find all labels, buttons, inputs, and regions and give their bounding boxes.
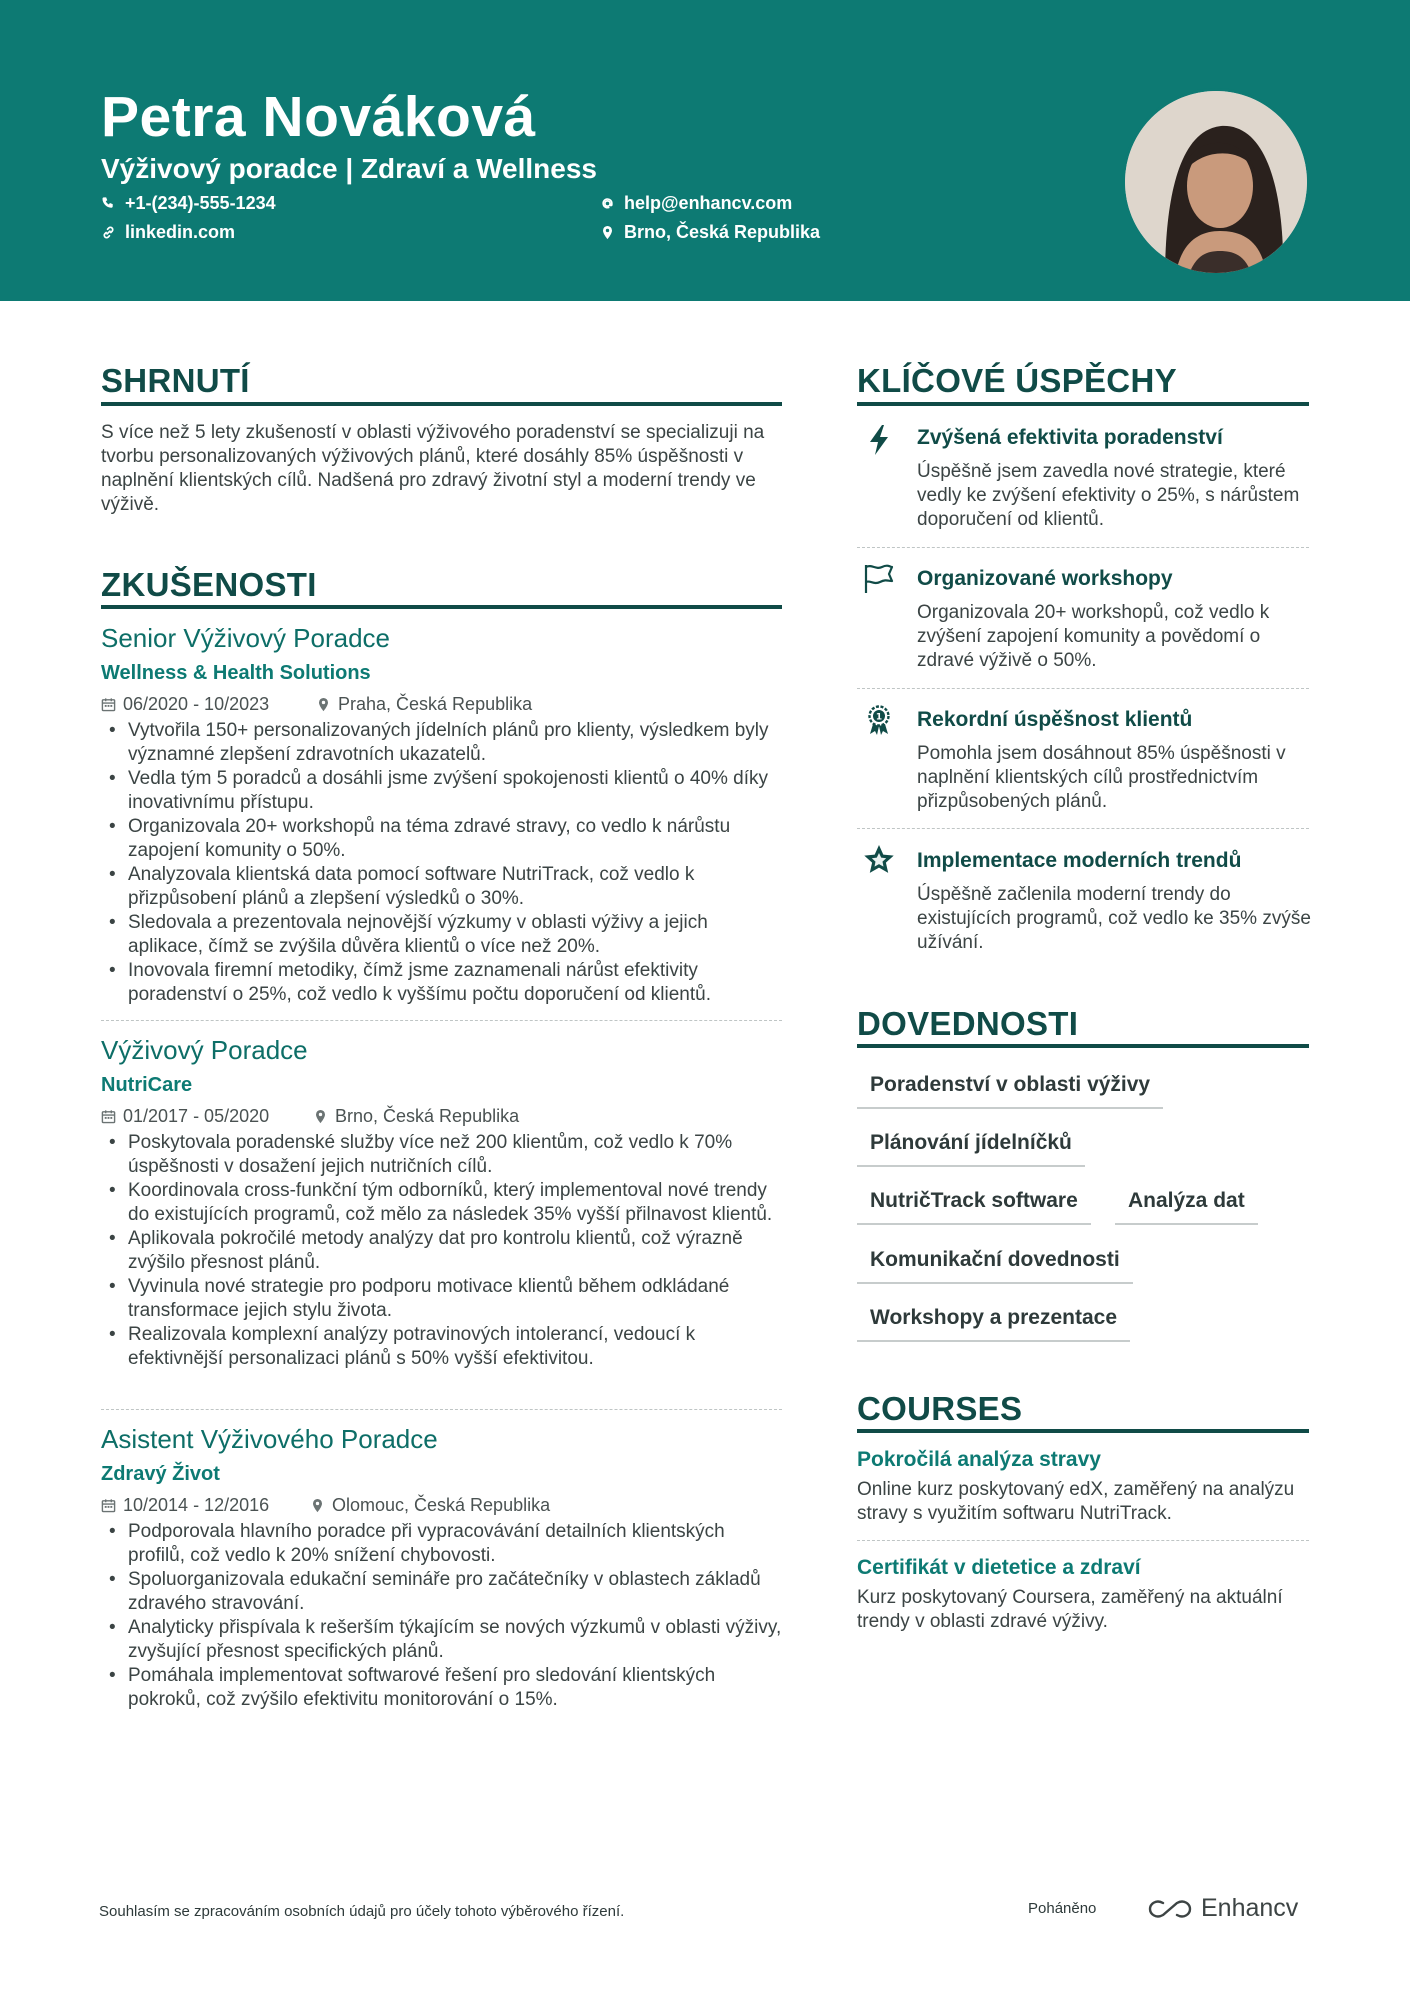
achievements-heading: KLÍČOVÉ ÚSPĚCHY: [857, 362, 1177, 399]
job-dates-text: 01/2017 - 05/2020: [123, 1106, 270, 1126]
calendar-icon: [101, 1109, 116, 1124]
linkedin-text: linkedin.com: [125, 222, 236, 242]
achievement-title: Implementace moderních trendů: [917, 849, 1242, 872]
bullet-item: • Vyvinula nové strategie pro podporu motivace klientů během odkládané transformace jejich stylu života.: [101, 1275, 782, 1323]
location-pin-icon: [310, 1498, 325, 1513]
bullet-item: • Aplikovala pokročilé metody analýzy dat pro kontrolu klientů, což výrazně zvýšilo přesnost plánů.: [101, 1227, 782, 1275]
candidate-title: Výživový poradce | Zdraví a Wellness: [101, 153, 597, 184]
bullet-item: • Inovovala firemní metodiky, čímž jsme zaznamenali nárůst efektivity poradenství o 25%, což vedlo k vyššímu počtu doporučení od klientů.: [101, 959, 782, 1007]
location-pin-icon: [600, 225, 615, 240]
skill-tag: Workshopy a prezentace: [857, 1306, 1130, 1342]
phone-icon: [101, 196, 116, 211]
divider: [857, 547, 1309, 548]
experience-heading: ZKUŠENOSTI: [101, 566, 317, 603]
location-contact: [600, 222, 820, 243]
job-title: Senior Výživový Poradce: [101, 623, 391, 653]
job-location: [313, 1106, 519, 1127]
job-bullets: [101, 719, 782, 1007]
lightning-icon: [862, 423, 896, 457]
company-name: Zdravý Život: [101, 1463, 220, 1485]
location-pin-icon: [316, 697, 331, 712]
course-text: Kurz poskytovaný Coursera, zaměřený na aktuální trendy v oblasti zdravé výživy.: [857, 1587, 1283, 1632]
divider: [857, 1540, 1309, 1541]
achievement-title: Zvýšená efektivita poradenství: [917, 426, 1223, 449]
star-icon: [862, 843, 896, 877]
calendar-icon: [101, 1498, 116, 1513]
location-pin-icon: [313, 1109, 328, 1124]
email-text: help@enhancv.com: [624, 193, 793, 213]
email-contact[interactable]: [600, 193, 792, 214]
achievements-rule: [857, 402, 1309, 406]
company-name: Wellness & Health Solutions: [101, 662, 371, 684]
bullet-item: • Koordinovala cross-funkční tým odborníků, který implementoval nové trendy do existujících programů, což mělo za následek 35% vyšší přilnavost klientů.: [101, 1179, 782, 1227]
course-text: Online kurz poskytovaný edX, zaměřený na analýzu stravy s využitím softwaru NutriTrack.: [857, 1479, 1295, 1524]
divider: [101, 1020, 782, 1021]
candidate-name: Petra Nováková: [101, 85, 536, 149]
award-ribbon-icon: [862, 703, 896, 737]
linkedin-contact[interactable]: [101, 222, 235, 243]
summary-rule: [101, 402, 782, 406]
job-bullets: [101, 1520, 782, 1712]
bullet-item: • Vedla tým 5 poradců a dosáhli jsme zvýšení spokojenosti klientů o 40% díky inovativnímu přístupu.: [101, 767, 782, 815]
skills-heading: DOVEDNOSTI: [857, 1005, 1079, 1042]
enhancv-logo-text: Enhancv: [1201, 1894, 1299, 1922]
job-dates: [101, 1106, 269, 1127]
job-location-text: Brno, Česká Republika: [335, 1106, 520, 1126]
achievement-text: Pomohla jsem dosáhnout 85% úspěšnosti v naplnění klientských cílů prostřednictvím přizpůsobených plánů.: [917, 743, 1286, 812]
calendar-icon: [101, 697, 116, 712]
consent-text: Souhlasím se zpracováním osobních údajů pro účely tohoto výběrového řízení.: [99, 1903, 625, 1920]
summary-heading: SHRNUTÍ: [101, 362, 250, 399]
job-location-text: Praha, Česká Republika: [338, 694, 533, 714]
skill-tag: NutričTrack software: [857, 1189, 1091, 1225]
powered-by-label: Poháněno: [1028, 1900, 1097, 1917]
divider: [857, 688, 1309, 689]
achievement-text: Úspěšně začlenila moderní trendy do existujících programů, což vedlo ke 35% zvýše užívání.: [917, 884, 1311, 953]
skill-tag: Poradenství v oblasti výživy: [857, 1073, 1163, 1109]
bullet-item: • Analyticky přispívala k rešerším týkajícím se nových výzkumů v oblasti výživy, zvyšující přesnost specifických plánů.: [101, 1616, 782, 1664]
flag-icon: [862, 562, 896, 596]
course-title: Certifikát v dietetice a zdraví: [857, 1556, 1141, 1579]
divider: [101, 1409, 782, 1410]
divider: [857, 828, 1309, 829]
phone-text: +1-(234)-555-1234: [125, 193, 276, 213]
link-icon: [101, 225, 116, 240]
bullet-item: • Vytvořila 150+ personalizovaných jídelních plánů pro klienty, výsledkem byly významné zlepšení zdravotních ukazatelů.: [101, 719, 782, 767]
achievement-text: Organizovala 20+ workshopů, což vedlo k zvýšení zapojení komunity a povědomí o zdravé výživě o 50%.: [917, 602, 1270, 671]
phone-contact[interactable]: [101, 193, 276, 214]
courses-rule: [857, 1429, 1309, 1433]
bullet-item: • Analyzovala klientská data pomocí software NutriTrack, což vedlo k přizpůsobení plánů a zlepšení výsledků o 30%.: [101, 863, 782, 911]
bullet-item: • Realizovala komplexní analýzy potravinových intolerancí, vedoucí k efektivnější personalizaci plánů s 50% vyšší efektivitou.: [101, 1323, 782, 1371]
skill-tag: Komunikační dovednosti: [857, 1248, 1133, 1284]
bullet-item: • Organizovala 20+ workshopů na téma zdravé stravy, co vedlo k nárůstu zapojení komunity o 50%.: [101, 815, 782, 863]
bullet-item: • Podporovala hlavního poradce při vypracovávání detailních klientských profilů, což vedlo k 20% snížení chybovosti.: [101, 1520, 782, 1568]
bullet-item: • Sledovala a prezentovala nejnovější výzkumy v oblasti výživy a jejich aplikace, čímž se zvýšila důvěra klientů o více než 20%.: [101, 911, 782, 959]
skill-tag: Plánování jídelníčků: [857, 1131, 1085, 1167]
bullet-item: • Poskytovala poradenské služby více než 200 klientům, což vedlo k 70% úspěšnosti v dosažení jejich nutričních cílů.: [101, 1131, 782, 1179]
course-title: Pokročilá analýza stravy: [857, 1448, 1101, 1471]
job-title: Výživový Poradce: [101, 1035, 308, 1065]
courses-heading: COURSES: [857, 1390, 1023, 1427]
experience-rule: [101, 605, 782, 609]
achievement-title: Organizované workshopy: [917, 567, 1173, 590]
achievement-text: Úspěšně jsem zavedla nové strategie, které vedly ke zvýšení efektivity o 25%, s nárůstem doporučení od klientů.: [917, 461, 1300, 530]
bullet-item: • Pomáhala implementovat softwarové řešení pro sledování klientských pokroků, což zvýšilo efektivitu monitorování o 15%.: [101, 1664, 782, 1712]
enhancv-logo[interactable]: [1147, 1894, 1298, 1923]
enhancv-logo-icon: [1147, 1897, 1193, 1921]
job-dates: [101, 1495, 269, 1516]
job-dates: [101, 694, 269, 715]
location-text: Brno, Česká Republika: [624, 222, 821, 242]
company-name: NutriCare: [101, 1074, 193, 1096]
bullet-item: • Spoluorganizovala edukační semináře pro začátečníky v oblastech základů zdravého stravování.: [101, 1568, 782, 1616]
at-icon: [600, 196, 615, 211]
job-location-text: Olomouc, Česká Republika: [332, 1495, 551, 1515]
job-bullets: [101, 1131, 782, 1371]
achievement-title: Rekordní úspěšnost klientů: [917, 708, 1193, 731]
skills-rule: [857, 1044, 1309, 1048]
svg-text:1: 1: [875, 712, 883, 723]
job-dates-text: 10/2014 - 12/2016: [123, 1495, 270, 1515]
job-location: [310, 1495, 550, 1516]
job-dates-text: 06/2020 - 10/2023: [123, 694, 270, 714]
summary-text: S více než 5 lety zkušeností v oblasti výživového poradenství se specializuji na tvorbu personalizovaných výživových plánů, které dosáhly 85% úspěšnosti v naplnění klientských cílů. Nadšená pro zdravý životní styl a moderní trendy ve výživě.: [101, 422, 765, 515]
profile-photo: [1122, 88, 1310, 276]
skill-tag: Analýza dat: [1115, 1189, 1258, 1225]
job-location: [316, 694, 532, 715]
job-title: Asistent Výživového Poradce: [101, 1424, 438, 1454]
